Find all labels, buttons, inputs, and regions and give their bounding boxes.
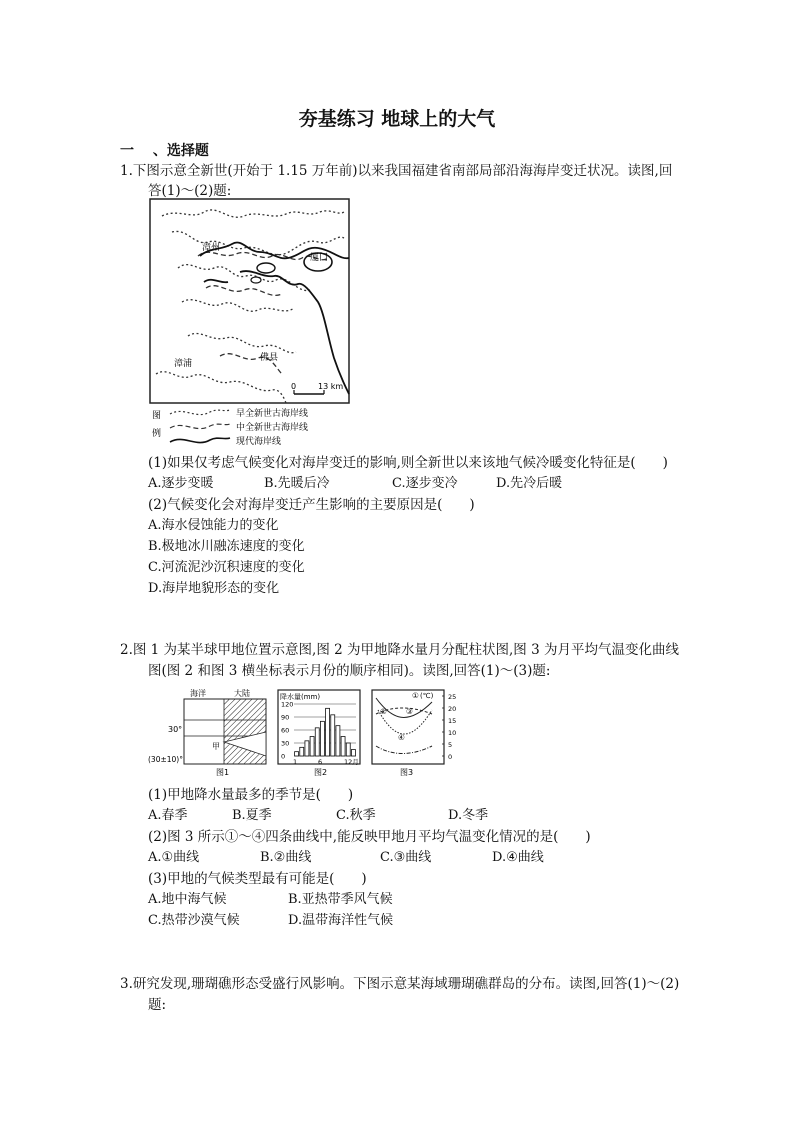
label-xiamen: 厦门 bbox=[310, 253, 329, 263]
fig2-bar-month-11 bbox=[346, 743, 350, 756]
q2-sub1-question: (1)甲地降水量最多的季节是( ) bbox=[148, 787, 354, 803]
q1-stem-line1: 1.下图示意全新世(开始于 1.15 万年前)以来我国福建省南部局部沿海海岸变迁状况。读图,回 bbox=[120, 163, 673, 179]
fig1-caption: 图1 bbox=[216, 768, 230, 777]
q3-stem-line2: 题: bbox=[148, 997, 167, 1013]
q2-sub1-option-b[interactable]: B.夏季 bbox=[232, 808, 272, 823]
q2-sub3-option-c[interactable]: C.热带沙漠气候 bbox=[148, 913, 240, 928]
q2-sub2-option-a[interactable]: A.①曲线 bbox=[148, 850, 200, 865]
fig3-ytick-5: 5 bbox=[448, 741, 453, 749]
fig2-ytick-60: 60 bbox=[281, 726, 290, 735]
q1-sub2-question: (2)气候变化会对海岸变迁产生影响的主要原因是( ) bbox=[148, 497, 475, 513]
fig3-label-3: ③ bbox=[406, 707, 413, 716]
fig3-label-1: ① bbox=[412, 691, 419, 700]
fig1-jia: 甲 bbox=[212, 742, 220, 751]
fig3-caption: 图3 bbox=[400, 768, 414, 777]
q1-coastline-map bbox=[148, 198, 352, 450]
q2-sub2-option-b[interactable]: B.②曲线 bbox=[260, 850, 312, 865]
fig2-bar-month-2 bbox=[300, 747, 304, 756]
page-title: 夯基练习 地球上的大气 bbox=[298, 108, 496, 130]
legend-mid: 中全新世古海岸线 bbox=[236, 423, 309, 433]
fig2-xtick-1: 1 bbox=[293, 758, 298, 766]
fig2-ytick-0: 0 bbox=[281, 752, 286, 761]
q2-figures bbox=[146, 686, 466, 780]
fig2-bar-month-10 bbox=[341, 737, 345, 757]
scale-text: 13 km bbox=[318, 382, 344, 391]
fig3-ytick-25: 25 bbox=[448, 693, 457, 701]
q2-sub2-question: (2)图 3 所示①～④四条曲线中,能反映甲地月平均气温变化情况的是( ) bbox=[148, 829, 591, 845]
svg-text:图: 图 bbox=[152, 411, 162, 421]
label-zhangzhou: 漳州 bbox=[202, 243, 221, 253]
fig1-ocean: 海洋 bbox=[190, 689, 206, 698]
q2-sub1-option-d[interactable]: D.冬季 bbox=[448, 808, 489, 823]
section-number: 一 bbox=[120, 143, 134, 159]
fig2-bar-month-1 bbox=[295, 752, 299, 756]
q2-sub3-option-d[interactable]: D.温带海洋性气候 bbox=[288, 913, 394, 928]
q2-sub3-question: (3)甲地的气候类型最有可能是( ) bbox=[148, 871, 367, 887]
fig1-latlow: (30±10)° bbox=[148, 755, 183, 764]
fig2-bar-month-5 bbox=[315, 728, 319, 756]
label-foxian: 佛县 bbox=[260, 353, 279, 363]
fig2-bar-month-12 bbox=[351, 750, 355, 757]
fig2-bar-month-9 bbox=[336, 726, 340, 756]
legend-modern: 现代海岸线 bbox=[236, 437, 282, 447]
fig2-bar-month-7 bbox=[326, 708, 330, 756]
fig2-bar-month-3 bbox=[305, 741, 309, 756]
q1-sub1-option-a[interactable]: A.逐步变暖 bbox=[148, 476, 214, 491]
q2-sub1-option-c[interactable]: C.秋季 bbox=[336, 808, 376, 823]
q1-sub2-option-d[interactable]: D.海岸地貌形态的变化 bbox=[148, 581, 280, 596]
legend-early: 早全新世古海岸线 bbox=[236, 409, 309, 419]
q2-sub3-option-b[interactable]: B.亚热带季风气候 bbox=[288, 892, 393, 907]
fig2-caption: 图2 bbox=[314, 768, 328, 777]
fig2-bar-month-4 bbox=[310, 737, 314, 757]
fig2-ytick-30: 30 bbox=[281, 739, 290, 748]
fig2-xtick-6: 6 bbox=[318, 758, 323, 766]
fig3-ytick-0: 0 bbox=[448, 753, 453, 761]
q1-sub2-option-b[interactable]: B.极地冰川融冻速度的变化 bbox=[148, 539, 305, 554]
section-label: 、选择题 bbox=[152, 143, 209, 159]
q2-sub2-option-d[interactable]: D.④曲线 bbox=[492, 850, 544, 865]
q1-sub2-option-c[interactable]: C.河流泥沙沉积速度的变化 bbox=[148, 560, 305, 575]
q1-sub2-option-a[interactable]: A.海水侵蚀能力的变化 bbox=[148, 518, 279, 533]
fig1-land: 大陆 bbox=[234, 689, 250, 698]
q1-sub1-option-d[interactable]: D.先冷后暖 bbox=[496, 476, 563, 491]
section-heading bbox=[120, 140, 209, 160]
fig3-temp-chart bbox=[372, 690, 456, 777]
q1-sub1-option-c[interactable]: C.逐步变冷 bbox=[392, 476, 458, 491]
fig2-bar-month-6 bbox=[320, 721, 324, 756]
fig3-ytick-10: 10 bbox=[448, 729, 457, 737]
fig3-label-4: ④ bbox=[398, 733, 405, 742]
fig1-lat30: 30° bbox=[168, 725, 183, 734]
q2-sub3-option-a[interactable]: A.地中海气候 bbox=[148, 892, 227, 907]
label-zhangpu: 漳浦 bbox=[174, 359, 193, 369]
q1-sub1-option-b[interactable]: B.先暖后冷 bbox=[264, 476, 330, 491]
fig1-location bbox=[148, 688, 266, 777]
q1-stem-line2: 答(1)～(2)题: bbox=[148, 183, 232, 199]
q2-stem-line2: 图(图 2 和图 3 横坐标表示月份的顺序相同)。读图,回答(1)～(3)题: bbox=[148, 663, 551, 679]
fig2-ylabel: 降水量(mm) bbox=[280, 693, 321, 701]
fig2-bar-month-8 bbox=[331, 715, 335, 756]
fig3-label-2: ② bbox=[380, 707, 387, 716]
fig2-xtick-12: 12月 bbox=[344, 758, 359, 766]
svg-text:例: 例 bbox=[152, 429, 162, 439]
fig3-ytick-20: 20 bbox=[448, 705, 457, 713]
fig2-ytick-120: 120 bbox=[281, 700, 294, 709]
fig3-unit: (℃) bbox=[420, 692, 434, 700]
fig2-ytick-90: 90 bbox=[281, 713, 290, 722]
map-frame bbox=[150, 199, 349, 403]
map-legend bbox=[152, 407, 308, 447]
q1-sub1-question: (1)如果仅考虑气候变化对海岸变迁的影响,则全新世以来该地气候冷暖变化特征是( ) bbox=[148, 455, 668, 471]
fig3-ytick-15: 15 bbox=[448, 717, 457, 725]
q3-stem-line1: 3.研究发现,珊瑚礁形态受盛行风影响。下图示意某海域珊瑚礁群岛的分布。读图,回答(1)～(2) bbox=[120, 976, 680, 992]
q2-stem-line1: 2.图 1 为某半球甲地位置示意图,图 2 为甲地降水量月分配柱状图,图 3 为月平均气温变化曲线 bbox=[120, 642, 679, 658]
q2-sub1-option-a[interactable]: A.春季 bbox=[148, 808, 188, 823]
scale-zero: 0 bbox=[291, 382, 297, 391]
q2-sub2-option-c[interactable]: C.③曲线 bbox=[380, 850, 432, 865]
fig2-precip-chart bbox=[278, 690, 360, 777]
